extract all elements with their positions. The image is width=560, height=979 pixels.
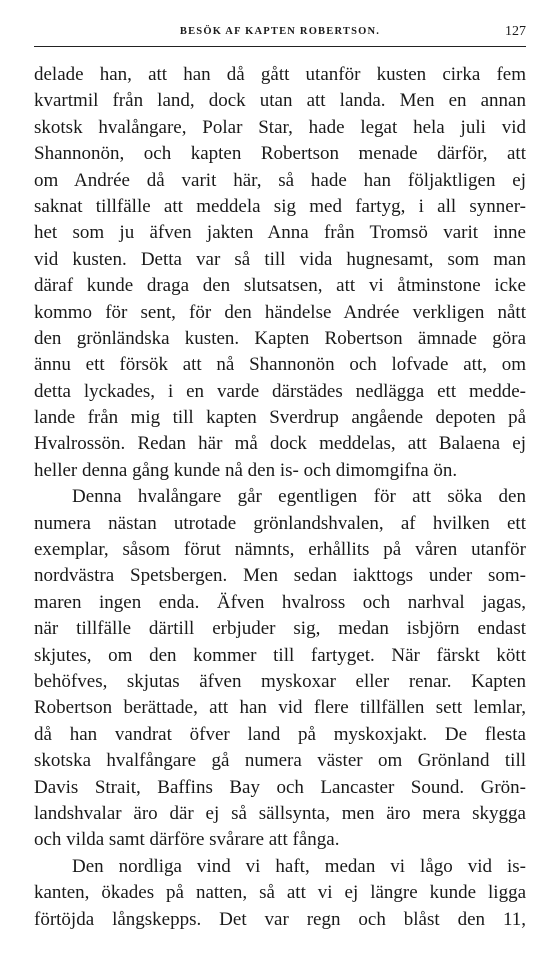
text-line: landshvalar äro där ej så sällsynta, men äro mera skygga [34, 802, 526, 824]
text-line: skotsk hvalångare, Polar Star, hade legat hela juli vid [34, 116, 526, 138]
text-line: kvartmil från land, dock utan att landa. Men en annan [34, 90, 526, 112]
text-line: kommo för sent, för den händelse Andrée verkligen nått [34, 301, 526, 323]
text-line: delade han, att han då gått utanför kusten cirka fem [34, 64, 526, 85]
text-line: Den nordliga vind vi haft, medan vi lågo vid is- [72, 855, 526, 877]
text-line: skotska hvalfångare gå numera väster om Grönland till [34, 750, 526, 772]
running-header [34, 22, 526, 47]
text-line: då han vandrat öfver land på myskoxjakt. De flesta [34, 723, 526, 745]
text-line: numera nästan utrotade grönlandshvalen, af hvilken ett [34, 512, 526, 534]
text-line: Robertson berättade, att han vid flere tillfällen sett lemlar, [34, 697, 526, 719]
body-text [34, 62, 526, 933]
text-line: het som ju äfven jakten Anna från Tromsö varit inne [34, 222, 526, 244]
text-line: saknat tillfälle att meddela sig med fartyg, i all synner- [34, 195, 526, 217]
text-line: maren ingen enda. Äfven hvalross och narhval jagas, [34, 591, 526, 613]
text-line: ännu ett försök att nå Shannonön och lofvade att, om [34, 354, 526, 376]
text-line: detta lyckades, i en varde därstädes nedlägga ett medde- [34, 380, 526, 402]
text-line: behöfves, skjutas äfven myskoxar eller renar. Kapten [34, 670, 526, 692]
page-number: 127 [505, 24, 526, 39]
text-line: däraf kunde draga den slutsatsen, att vi åtminstone icke [34, 275, 526, 297]
text-line: lande från mig till kapten Sverdrup angående depoten på [34, 407, 526, 429]
text-line: Denna hvalångare går egentligen för att söka den [72, 486, 526, 508]
text-line: nordvästra Spetsbergen. Men sedan iakttogs under som- [34, 565, 526, 587]
text-line: förtöjda långskepps. Det var regn och blåst den 11, [34, 908, 526, 930]
text-line: när tillfälle därtill erbjuder sig, medan isbjörn endast [34, 618, 526, 640]
running-title: BESÖK AF KAPTEN ROBERTSON. [179, 26, 381, 37]
text-line: och vilda samt därföre svårare att fånga. [34, 829, 340, 851]
text-line: exemplar, såsom förut nämnts, erhållits på våren utanför [34, 539, 526, 561]
text-line: heller denna gång kunde nå den is- och dimomgifna ön. [34, 459, 458, 481]
text-line: den grönländska kusten. Kapten Robertson ämnade göra [34, 327, 526, 349]
text-line: skjutes, om den kommer till fartyget. När färskt kött [34, 644, 526, 666]
text-line: Hvalrossön. Redan här må dock meddelas, att Balaena ej [34, 433, 526, 455]
text-line: kanten, ökades på natten, så att vi ej längre kunde ligga [34, 882, 526, 904]
text-line: om Andrée då varit här, så hade han följaktligen ej [34, 169, 526, 191]
text-line: Davis Strait, Baffins Bay och Lancaster Sound. Grön- [34, 776, 526, 798]
text-line: Shannonön, och kapten Robertson menade därför, att [34, 143, 526, 165]
text-line: vid kusten. Detta var så till vida hugnesamt, som man [34, 248, 526, 270]
